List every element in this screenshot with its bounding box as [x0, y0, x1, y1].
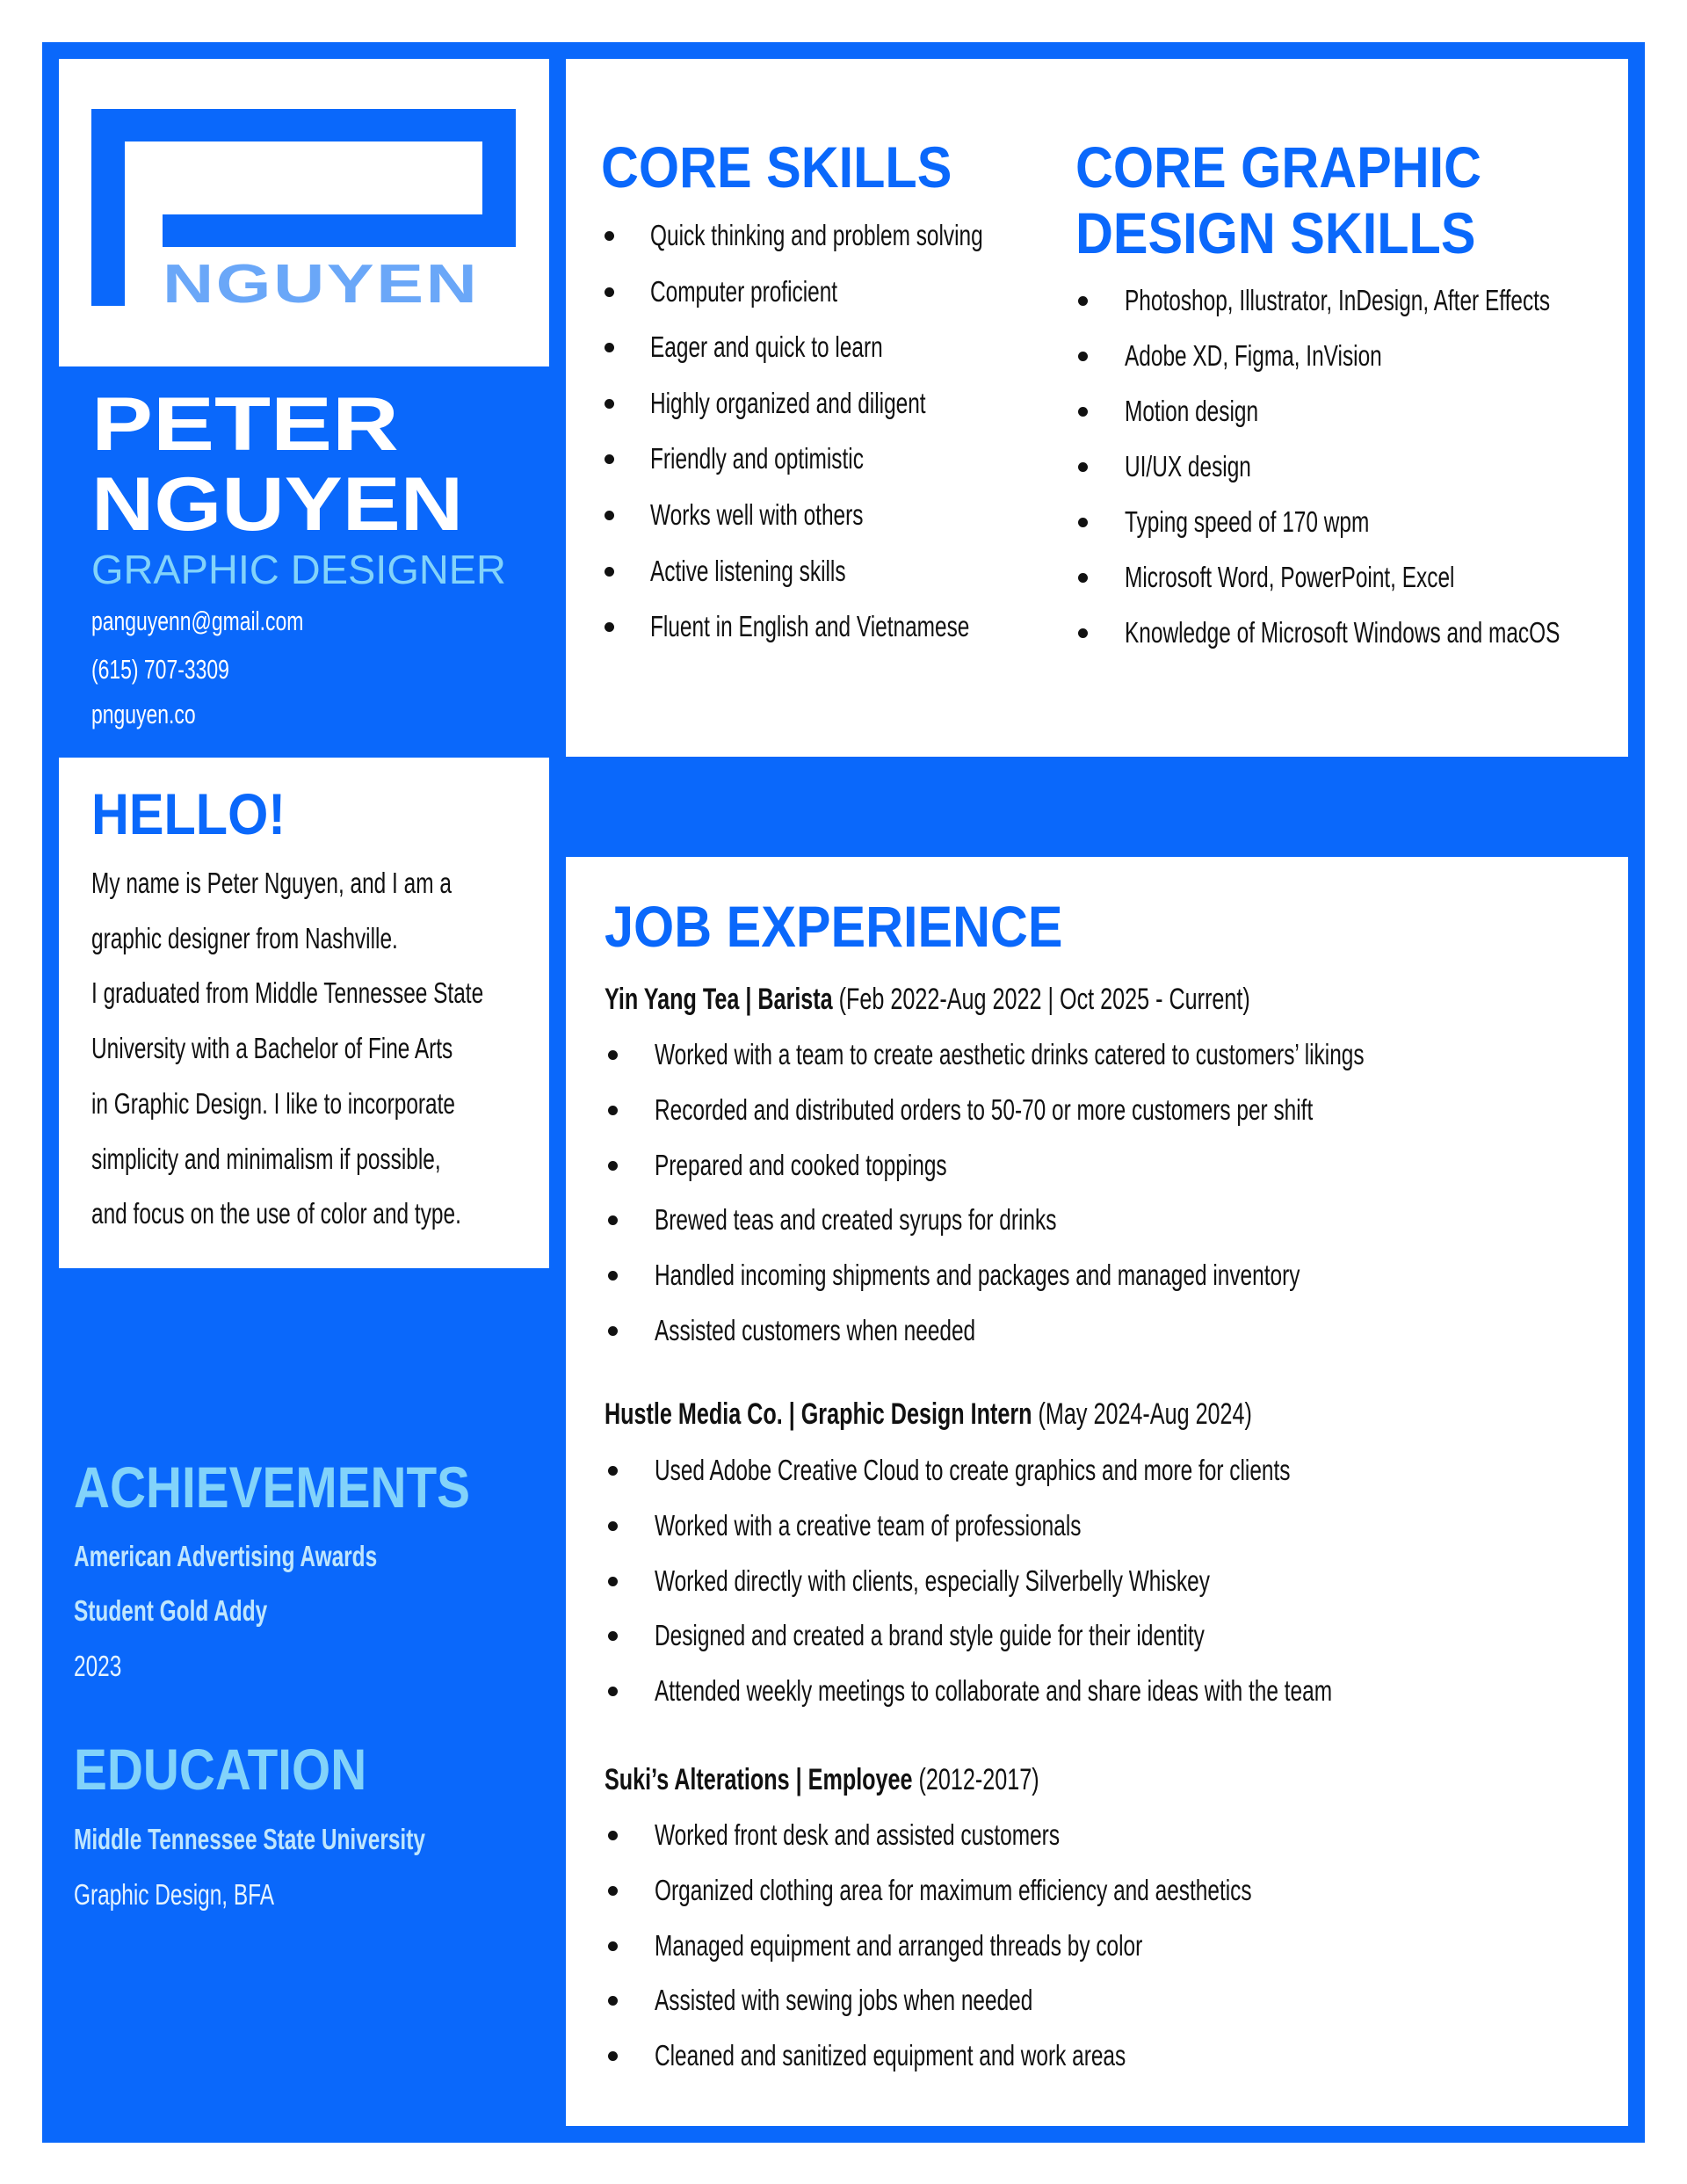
job-dates: (May 2024-Aug 2024) [1038, 1397, 1252, 1431]
bullet-icon [608, 1161, 618, 1171]
hello-paragraph-line: graphic designer from Nashville. [91, 921, 398, 954]
list-item: Knowledge of Microsoft Windows and macOS [1125, 616, 1560, 649]
list-item: Worked directly with clients, especially Silverbelly Whiskey [655, 1564, 1210, 1597]
last-name: NGUYEN [91, 462, 464, 547]
bullet-icon [608, 1941, 618, 1951]
graphic-skills-heading-1: CORE GRAPHIC [1075, 134, 1482, 200]
bullet-icon [605, 511, 614, 520]
bullet-icon [608, 1886, 618, 1896]
list-item: Assisted customers when needed [655, 1314, 976, 1346]
list-item: Attended weekly meetings to collaborate and share ideas with the team [655, 1674, 1333, 1708]
bullet-icon [605, 399, 614, 409]
hello-paragraph-line: in Graphic Design. I like to incorporate [91, 1086, 455, 1120]
hello-paragraph-line: I graduated from Middle Tennessee State [91, 976, 484, 1010]
bullet-icon [608, 1577, 618, 1586]
job-title-line [605, 980, 1250, 1019]
bullet-icon [605, 567, 614, 577]
hello-paragraph-line: My name is Peter Nguyen, and I am a [91, 867, 452, 899]
achievements-heading: ACHIEVEMENTS [74, 1455, 470, 1520]
bullet-icon [608, 1466, 618, 1476]
list-item: Photoshop, Illustrator, InDesign, After Effects [1125, 284, 1551, 316]
bullet-icon [1078, 628, 1088, 638]
list-item: Worked front desk and assisted customers [655, 1818, 1061, 1851]
list-item: Friendly and optimistic [650, 442, 864, 475]
bullet-icon [1078, 573, 1088, 583]
award-year: 2023 [74, 1650, 122, 1682]
job-experience-heading: JOB EXPERIENCE [605, 894, 1063, 959]
job-title: Yin Yang Tea | Barista [605, 983, 833, 1016]
job-title: Suki’s Alterations | Employee [605, 1763, 913, 1796]
list-item: Managed equipment and arranged threads by color [655, 1928, 1143, 1962]
job-dates: (Feb 2022-Aug 2022 | Oct 2025 - Current) [838, 983, 1250, 1016]
list-item: UI/UX design [1125, 450, 1251, 483]
job-title: GRAPHIC DESIGNER [91, 547, 506, 592]
bullet-icon [1078, 296, 1088, 306]
list-item: Highly organized and diligent [650, 386, 926, 419]
hello-heading: HELLO! [91, 781, 286, 846]
bullet-icon [1078, 352, 1088, 361]
hello-paragraph-line: University with a Bachelor of Fine Arts [91, 1032, 453, 1065]
list-item: Designed and created a brand style guide for their identity [655, 1619, 1205, 1652]
job-title-line [605, 1395, 1252, 1433]
bullet-icon [605, 231, 614, 241]
list-item: Cleaned and sanitized equipment and work areas [655, 2039, 1126, 2072]
list-item: Eager and quick to learn [650, 330, 883, 364]
list-item: Adobe XD, Figma, InVision [1125, 339, 1382, 372]
list-item: Brewed teas and created syrups for drinks [655, 1203, 1057, 1237]
list-item: Motion design [1125, 395, 1259, 427]
bullet-icon [1078, 407, 1088, 417]
list-item: Worked with a creative team of professionals [655, 1508, 1082, 1542]
email-link[interactable]: panguyenn@gmail.com [91, 606, 304, 636]
bullet-icon [1078, 462, 1088, 472]
bullet-icon [608, 1831, 618, 1840]
list-item: Handled incoming shipments and packages and managed inventory [655, 1259, 1300, 1292]
hello-paragraph-line: and focus on the use of color and type. [91, 1197, 461, 1230]
graphic-skills-heading-2: DESIGN SKILLS [1075, 200, 1476, 265]
education-heading: EDUCATION [74, 1737, 367, 1802]
job-title-line [605, 1760, 1039, 1799]
education-school: Middle Tennessee State University [74, 1823, 425, 1855]
bullet-icon [605, 287, 614, 297]
bullet-icon [608, 1106, 618, 1115]
award-level: Student Gold Addy [74, 1594, 268, 1627]
bullet-icon [608, 1521, 618, 1531]
phone-number: (615) 707-3309 [91, 654, 229, 685]
list-item: Computer proficient [650, 274, 838, 308]
list-item: Fluent in English and Vietnamese [650, 610, 970, 643]
list-item: Worked with a team to create aesthetic drinks catered to customers’ likings [655, 1038, 1365, 1070]
education-degree: Graphic Design, BFA [74, 1878, 275, 1911]
list-item: Microsoft Word, PowerPoint, Excel [1125, 561, 1455, 593]
list-item: Quick thinking and problem solving [650, 219, 983, 251]
job-dates: (2012-2017) [918, 1763, 1039, 1796]
hello-paragraph-line: simplicity and minimalism if possible, [91, 1142, 441, 1175]
list-item: Typing speed of 170 wpm [1125, 505, 1370, 538]
list-item: Works well with others [650, 498, 864, 531]
bullet-icon [608, 1326, 618, 1336]
list-item: Recorded and distributed orders to 50-70 or more customers per shift [655, 1092, 1314, 1126]
logo-box [59, 59, 549, 366]
list-item: Assisted with sewing jobs when needed [655, 1984, 1033, 2017]
award-name: American Advertising Awards [74, 1540, 378, 1572]
list-item: Organized clothing area for maximum efficiency and aesthetics [655, 1873, 1252, 1906]
first-name: PETER [91, 382, 399, 467]
list-item: Used Adobe Creative Cloud to create graphics and more for clients [655, 1454, 1291, 1486]
list-item: Prepared and cooked toppings [655, 1148, 947, 1181]
logo-text: NGUYEN [163, 254, 480, 315]
job-title: Hustle Media Co. | Graphic Design Intern [605, 1397, 1032, 1431]
list-item: Active listening skills [650, 554, 846, 587]
core-skills-heading: CORE SKILLS [601, 134, 952, 200]
bullet-icon [608, 1050, 618, 1060]
bullet-icon [1078, 518, 1088, 527]
website-link[interactable]: pnguyen.co [91, 699, 196, 729]
